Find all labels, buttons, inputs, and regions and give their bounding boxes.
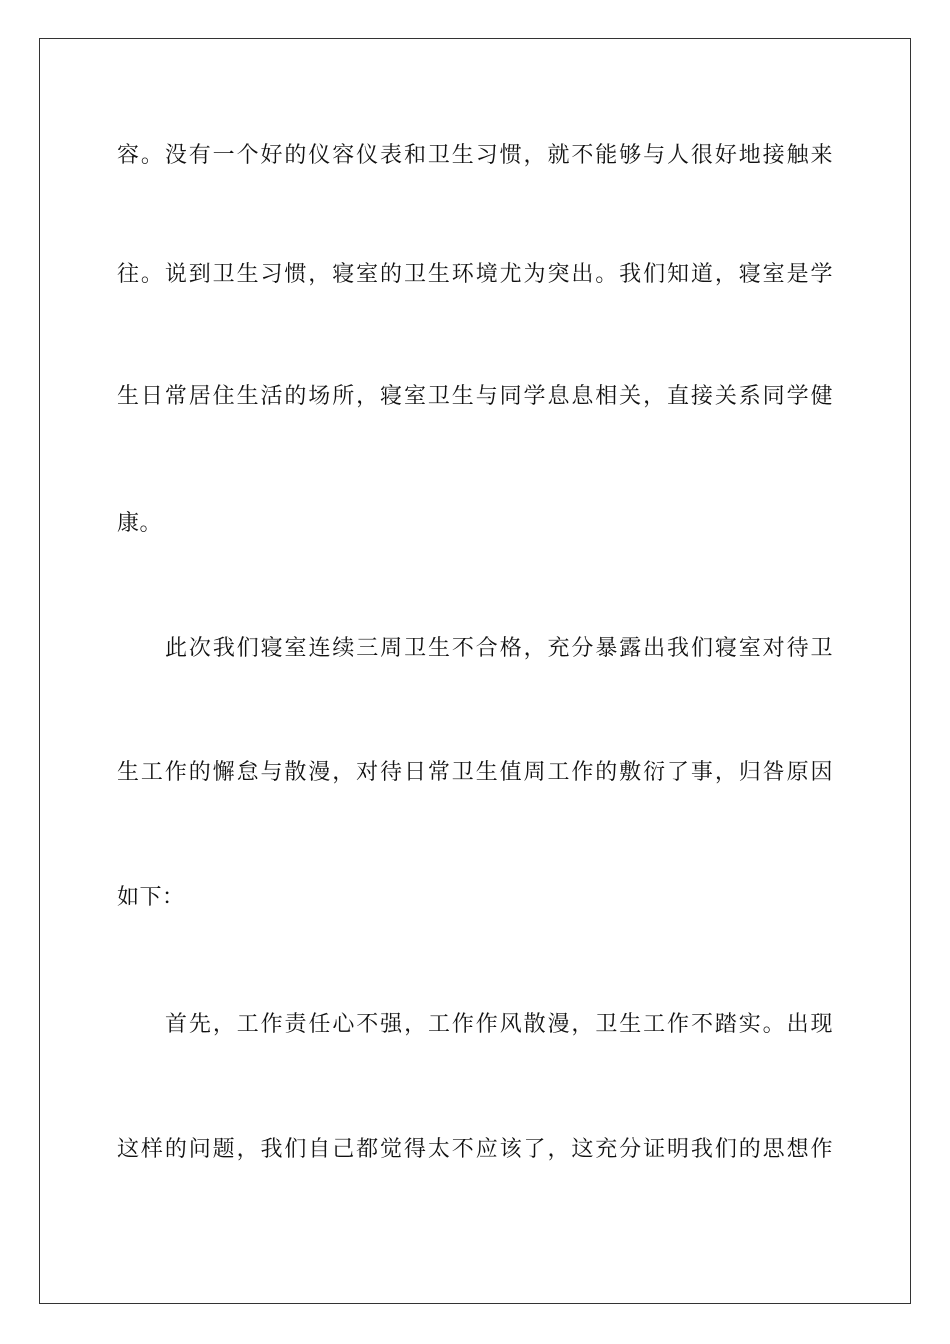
- page-border: [39, 38, 911, 1304]
- text-line-2: 往。说到卫生习惯，寝室的卫生环境尤为突出。我们知道，寝室是学: [117, 262, 833, 287]
- text-line-4: 康。: [117, 511, 163, 536]
- text-line-1: 容。没有一个好的仪容仪表和卫生习惯，就不能够与人很好地接触来: [117, 143, 833, 168]
- text-line-9: 这样的问题，我们自己都觉得太不应该了，这充分证明我们的思想作: [117, 1137, 833, 1162]
- text-line-7: 如下：: [117, 885, 185, 910]
- text-line-5: 此次我们寝室连续三周卫生不合格，充分暴露出我们寝室对待卫: [165, 636, 833, 661]
- text-line-8: 首先，工作责任心不强，工作作风散漫，卫生工作不踏实。出现: [165, 1012, 833, 1037]
- text-line-3: 生日常居住生活的场所，寝室卫生与同学息息相关，直接关系同学健: [117, 384, 833, 409]
- text-line-6: 生工作的懈怠与散漫，对待日常卫生值周工作的敷衍了事，归咎原因: [117, 760, 833, 785]
